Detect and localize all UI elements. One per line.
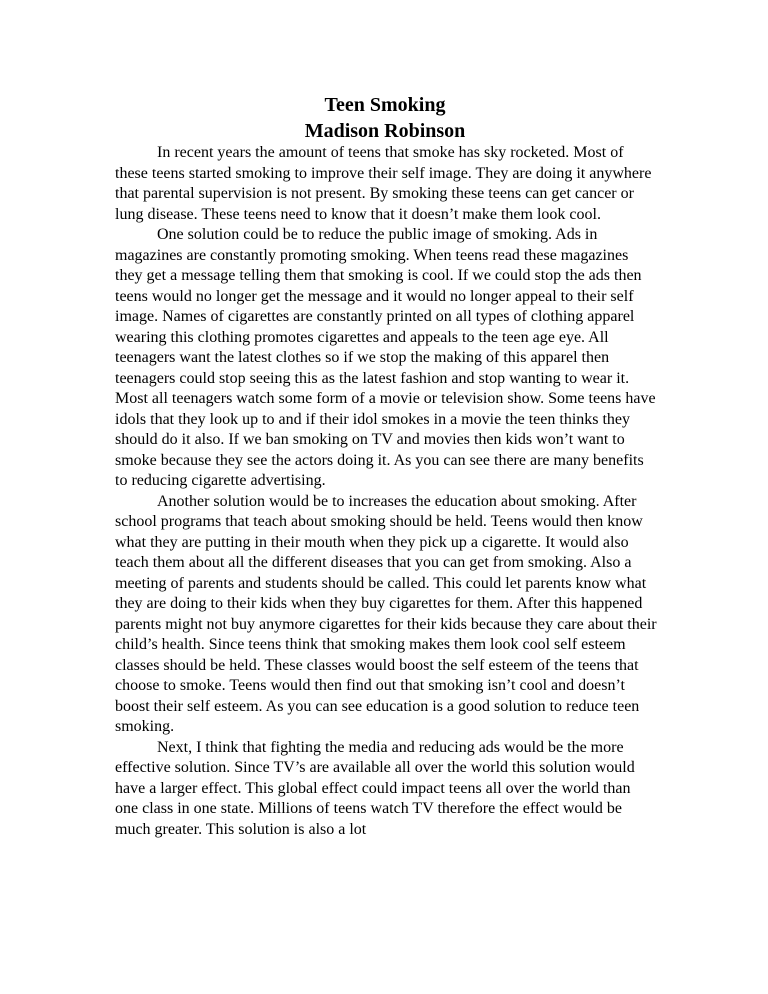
paragraph-public-image: One solution could be to reduce the public image of smoking. Ads in magazines are constantly promoting smoking. When teens read these magazines they get a message telling them that smoking is cool. If we could stop the ads then teens would no longer get the message and it would no longer appeal to their self image. Names of cigarettes are constantly printed on all types of clothing apparel wearing this clothing promotes cigarettes and appeals to the teen age eye. All teenagers want the latest clothes so if we stop the making of this apparel then teenagers could stop seeing this as the latest fashion and stop wanting to wear it. Most all teenagers watch some form of a movie or television show. Some teens have idols that they look up to and if their idol smokes in a movie the teen thinks they should do it also. If we ban smoking on TV and movies then kids won’t want to smoke because they see the actors doing it. As you can see there are many benefits to reducing cigarette advertising. (115, 226, 656, 489)
paragraph-intro: In recent years the amount of teens that smoke has sky rocketed. Most of these teens started smoking to improve their self image. They are doing it anywhere that parental supervision is not present. By smoking these teens can get cancer or lung disease. These teens need to know that it doesn’t make them look cool. (115, 144, 652, 223)
document-body (115, 143, 657, 840)
document-author: Madison Robinson (304, 120, 466, 142)
paragraph-media: Next, I think that fighting the media and reducing ads would be the more effective solution. Since TV’s are available all over the world this solution would have a larger effect. This global effect could impact teens all over the world than one class in one state. Millions of teens watch TV therefore the effect would be much greater. This solution is also a lot (115, 738, 635, 838)
paragraph-education: Another solution would be to increases the education about smoking. After school programs that teach about smoking should be held. Teens would then know what they are putting in their mouth when they pick up a cigarette. It would also teach them about all the different diseases that you can get from smoking. Also a meeting of parents and students should be called. This could let parents know what they are doing to their kids when they buy cigarettes for them. After this happened parents might not buy anymore cigarettes for their kids because they care about their child’s health. Since teens think that smoking makes them look cool self esteem classes should be held. These classes would boost the self esteem of the teens that choose to smoke. Teens would then find out that smoking isn’t cool and doesn’t boost their self esteem. As you can see education is a good solution to reduce teen smoking. (115, 492, 657, 735)
title-block (0, 92, 768, 144)
document-title: Teen Smoking (324, 94, 446, 116)
